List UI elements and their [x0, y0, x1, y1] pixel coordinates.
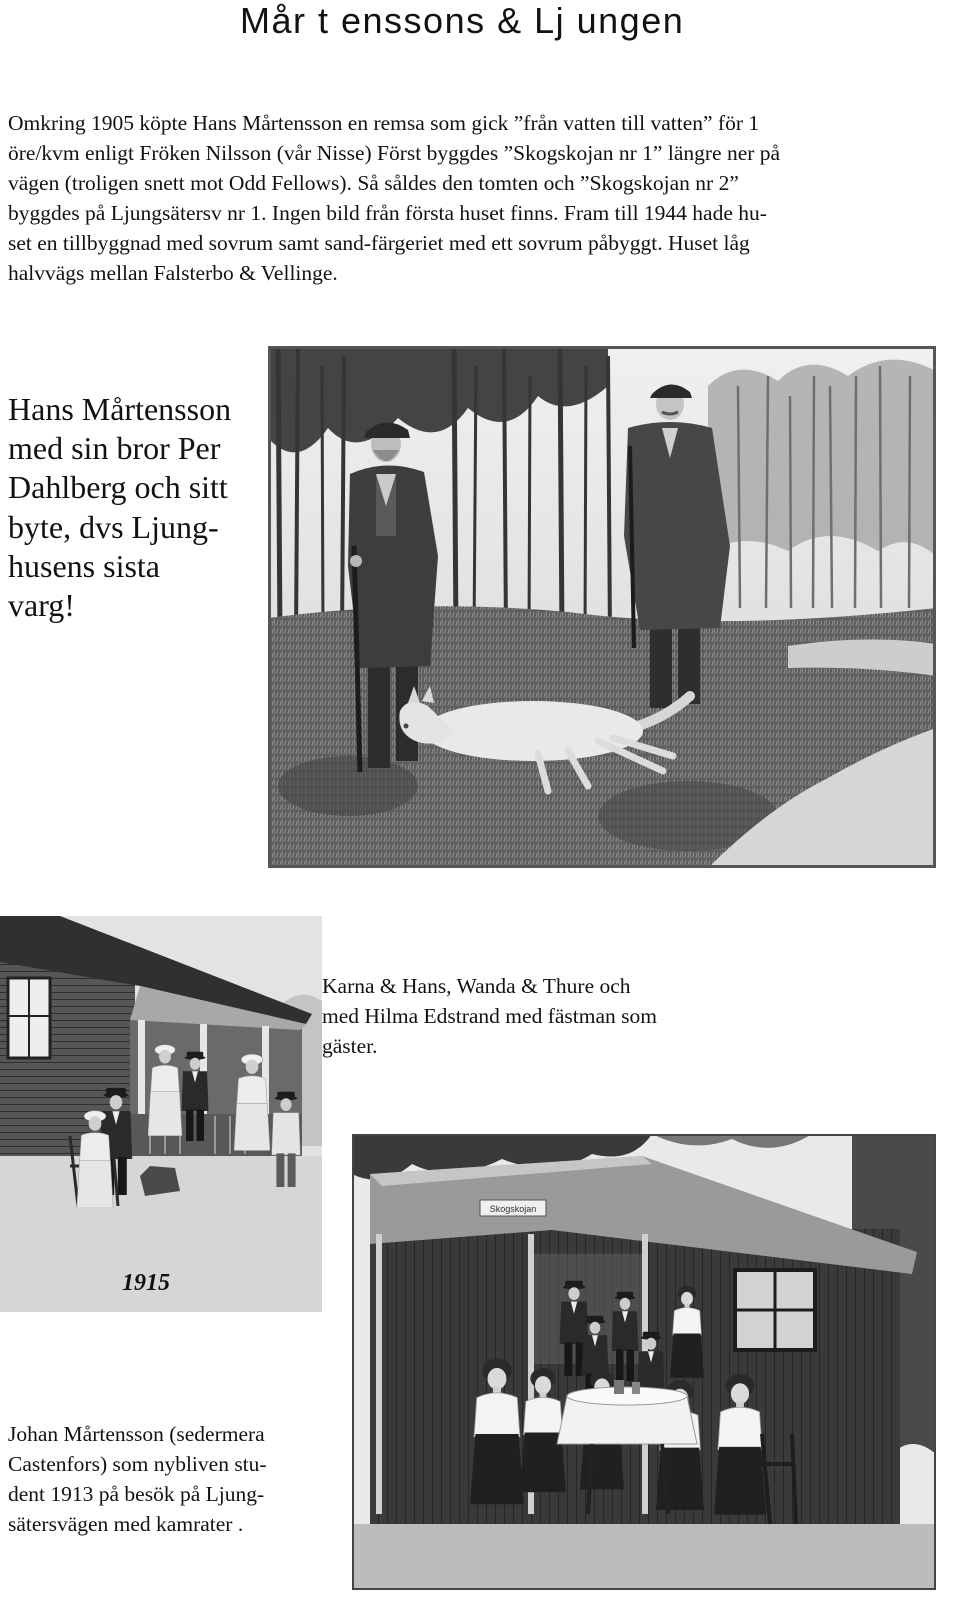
- caption-line: byte, dvs Ljung-: [8, 508, 219, 545]
- photo-porch-1915: [0, 916, 322, 1312]
- caption-line: dent 1913 på besök på Ljung-: [8, 1482, 265, 1506]
- caption-student-visit: [8, 1419, 267, 1539]
- intro-line: halvvägs mellan Falsterbo & Vellinge.: [8, 261, 338, 285]
- intro-line: set en tillbyggnad med sovrum samt sand-färgeriet med ett sovrum påbyggt. Huset låg: [8, 231, 750, 255]
- photo-student-group: [352, 1134, 936, 1590]
- handwritten-year: 1915: [122, 1270, 170, 1296]
- caption-line: varg!: [8, 587, 75, 624]
- intro-line: Omkring 1905 köpte Hans Mårtensson en remsa som gick ”från vatten till vatten” för 1: [8, 111, 760, 135]
- intro-line: vägen (troligen snett mot Odd Fellows). Så såldes den tomten och ”Skogskojan nr 2”: [8, 171, 739, 195]
- intro-line: byggdes på Ljungsätersv nr 1. Ingen bild från första huset finns. Fram till 1944 hade hu-: [8, 201, 767, 225]
- caption-porch-guests: [322, 971, 657, 1061]
- caption-wolf-hunt: [8, 390, 231, 625]
- house-sign: Skogskojan: [489, 1204, 537, 1214]
- caption-line: husens sista: [8, 547, 160, 584]
- page-title: Mår t enssons & Lj ungen: [240, 0, 685, 41]
- caption-line: med sin bror Per: [8, 430, 221, 467]
- caption-line: Karna & Hans, Wanda & Thure och: [322, 974, 631, 998]
- intro-line: öre/kvm enligt Fröken Nilsson (vår Nisse) Först byggdes ”Skogskojan nr 1” längre ner på: [8, 141, 781, 165]
- caption-line: Hans Mårtensson: [8, 391, 232, 427]
- photo-wolf-hunt: [268, 346, 936, 868]
- caption-line: med Hilma Edstrand med fästman som: [322, 1004, 657, 1028]
- caption-line: sätersvägen med kamrater .: [8, 1512, 244, 1536]
- caption-line: Dahlberg och sitt: [8, 469, 228, 506]
- intro-paragraph: [8, 108, 780, 288]
- caption-line: Castenfors) som nybliven stu-: [8, 1452, 267, 1476]
- bench: [140, 1166, 180, 1196]
- caption-line: gäster.: [322, 1034, 378, 1058]
- yard: [352, 1524, 936, 1590]
- caption-line: Johan Mårtensson (sedermera: [8, 1422, 265, 1446]
